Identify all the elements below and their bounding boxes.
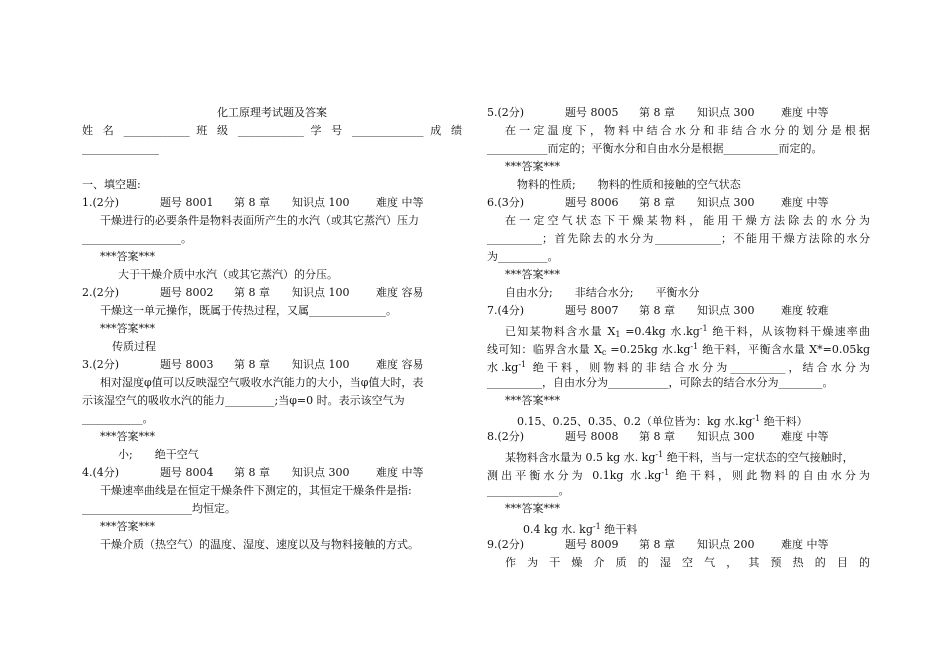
question-text: 某物料含水量为 0.5 kg 水. $kg^{-1}$ 绝干料，当与一定状态的空气接触时， [505, 450, 854, 464]
right-column [487, 104, 870, 572]
question-header: 1.(2分) 题号 8001 第 8 章 知识点 100 难度 中等 [82, 196, 424, 209]
question-text: 线可知：临界含水量 $X_c =0.25kg$ 水$.kg^{-1}$ 绝干料，平衡含水量 X*=0.05kg [487, 342, 871, 357]
question-text: __________，自由水分为___________，可除去的结合水分为________。 [487, 376, 834, 389]
answer-text: 干燥介质（热空气）的温度、湿度、速度以及与物料接触的方式。 [100, 538, 419, 551]
answer-text: 传质过程 [112, 340, 156, 353]
answer-text: 小; 绝干空气 [118, 448, 199, 461]
question-text: 已知某物料含水量 $X_1 =0.4kg$ 水$.kg^{-1}$ 绝干料，从该物料干燥速率曲 [505, 324, 871, 339]
question-header: 8.(2分) 题号 8008 第 8 章 知识点 300 难度 中等 [487, 430, 829, 443]
question-header: 7.(4分) 题号 8007 第 8 章 知识点 300 难度 较难 [487, 304, 829, 317]
answer-label: ***答案*** [505, 502, 560, 515]
answer-text: 0.4 kg 水. $kg^{-1}$ 绝干料 [523, 522, 638, 536]
answer-label: ***答案*** [505, 160, 560, 173]
question-text: ___________。 [82, 412, 154, 425]
question-header: 6.(3分) 题号 8006 第 8 章 知识点 300 难度 中等 [487, 196, 829, 209]
question-text: 相对湿度φ值可以反映湿空气吸收水汽能力的大小，当φ值大时，表 [100, 376, 424, 389]
question-text: 为_________。 [487, 250, 559, 263]
question-header: 3.(2分) 题号 8003 第 8 章 知识点 100 难度 容易 [82, 358, 424, 371]
student-info-line: 姓 名 ____________ 班 级 ____________ 学 号 _____________ 成 绩 [82, 124, 462, 137]
answer-label: ***答案*** [100, 430, 155, 443]
question-text: 在一定温度下，物料中结合水分和非结合水分的划分是根据 [505, 124, 870, 137]
question-text: 干燥进行的必要条件是物料表面所产生的水汽（或其它蒸汽）压力 [100, 214, 419, 227]
answer-text: 自由水分; 非结合水分; 平衡水分 [505, 286, 700, 299]
left-column [82, 104, 462, 554]
answer-label: ***答案*** [100, 322, 155, 335]
question-text: __________；首先除去的水分为____________；不能用干燥方法除的水分 [487, 232, 870, 245]
question-text: __________________。 [82, 232, 192, 245]
question-text: ___________而定的；平衡水分和自由水分是根据__________而定的。 [487, 142, 823, 155]
section-title: 一、填空题: [82, 178, 141, 191]
question-text: 作 为 干 燥 介 质 的 湿 空 气 ， 其 预 热 的 目 的 [505, 556, 870, 569]
question-text: 水$.kg^{-1}$ 绝干料，则物料的非结合水分为__________，结合水分为 [487, 360, 871, 374]
answer-label: ***答案*** [505, 268, 560, 281]
question-header: 9.(2分) 题号 8009 第 8 章 知识点 200 难度 中等 [487, 538, 829, 551]
question-header: 5.(2分) 题号 8005 第 8 章 知识点 300 难度 中等 [487, 106, 829, 119]
question-text: 测出平衡水分为 0.1kg 水$.kg^{-1}$ 绝干料，则此物料的自由水分为 [487, 468, 870, 482]
answer-label: ***答案*** [100, 250, 155, 263]
question-text: _____________。 [487, 484, 570, 497]
question-header: 2.(2分) 题号 8002 第 8 章 知识点 100 难度 容易 [82, 286, 424, 299]
answer-label: ***答案*** [505, 394, 560, 407]
question-text: 干燥速率曲线是在恒定干燥条件下测定的，其恒定干燥条件是指: [100, 484, 412, 497]
answer-text: 物料的性质; 物料的性质和接触的空气状态 [517, 178, 741, 191]
question-text: 干燥这一单元操作，既属于传热过程，又属______________。 [100, 304, 397, 317]
answer-label: ***答案*** [100, 520, 155, 533]
student-info-line-cont: ______________ [82, 142, 159, 155]
question-text: 在一定空气状态下干燥某物料，能用干燥方法除去的水分为 [505, 214, 870, 227]
page-title: 化工原理考试题及答案 [217, 106, 327, 119]
answer-text: 大于干燥介质中水汽（或其它蒸汽）的分压。 [118, 268, 338, 281]
question-text: 示该湿空气的吸收水汽的能力_________;当φ=0 时。表示该空气为 [82, 394, 405, 407]
answer-text: 0.15、0.25、0.35、0.2（单位皆为：kg 水$.kg^{-1}$ 绝干料） [517, 414, 808, 428]
question-text: ____________________均恒定。 [82, 502, 236, 515]
question-header: 4.(4分) 题号 8004 第 8 章 知识点 300 难度 中等 [82, 466, 424, 479]
